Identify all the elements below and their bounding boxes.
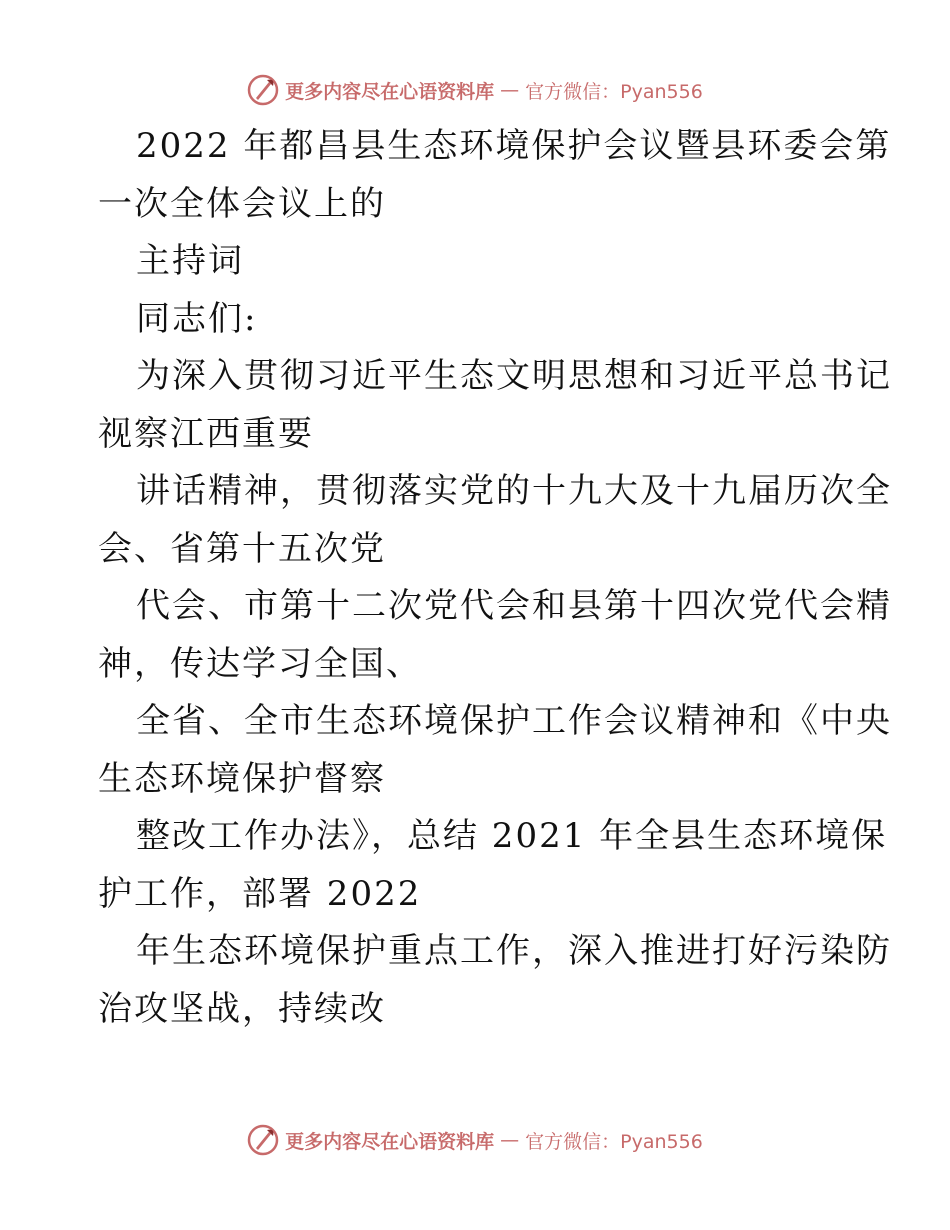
text-line: 视察江西重要	[98, 413, 314, 454]
text-line: 年生态环境保护重点工作，深入推进打好污染防	[136, 931, 892, 971]
banner-separator: —	[500, 79, 520, 101]
text-line: 治攻坚战，持续改	[98, 988, 386, 1029]
text-line: 生态环境保护督察	[98, 758, 386, 799]
wechat-contact: 官方微信：Pyan556	[525, 80, 703, 103]
text-line: 全省、全市生态环境保护工作会议精神和《中央	[136, 701, 892, 741]
header-banner	[0, 70, 950, 110]
footer-banner	[0, 1120, 950, 1160]
quill-logo-icon	[247, 74, 279, 106]
text-line: 护工作，部署 2022	[98, 873, 422, 914]
text-line: 代会、市第十二次党代会和县第十四次党代会精	[136, 586, 892, 626]
text-line: 讲话精神，贯彻落实党的十九大及十九届历次全	[136, 471, 892, 511]
quill-logo-icon	[247, 1124, 279, 1156]
wechat-contact: 官方微信：Pyan556	[525, 1130, 703, 1153]
document-body	[98, 118, 892, 1038]
text-line: 会、省第十五次党	[98, 528, 386, 569]
text-line: 为深入贯彻习近平生态文明思想和习近平总书记	[136, 356, 892, 396]
site-name: 更多内容尽在心语资料库	[285, 80, 495, 103]
banner-separator: —	[500, 1129, 520, 1151]
text-line: 主持词	[136, 241, 244, 281]
text-line: 2022 年都昌县生态环境保护会议暨县环委会第	[136, 126, 892, 166]
site-name: 更多内容尽在心语资料库	[285, 1130, 495, 1153]
text-line: 一次全体会议上的	[98, 183, 386, 224]
text-line: 整改工作办法》，总结 2021 年全县生态环境保	[136, 816, 888, 856]
text-line: 同志们:	[136, 298, 258, 339]
text-line: 神，传达学习全国、	[98, 643, 422, 684]
